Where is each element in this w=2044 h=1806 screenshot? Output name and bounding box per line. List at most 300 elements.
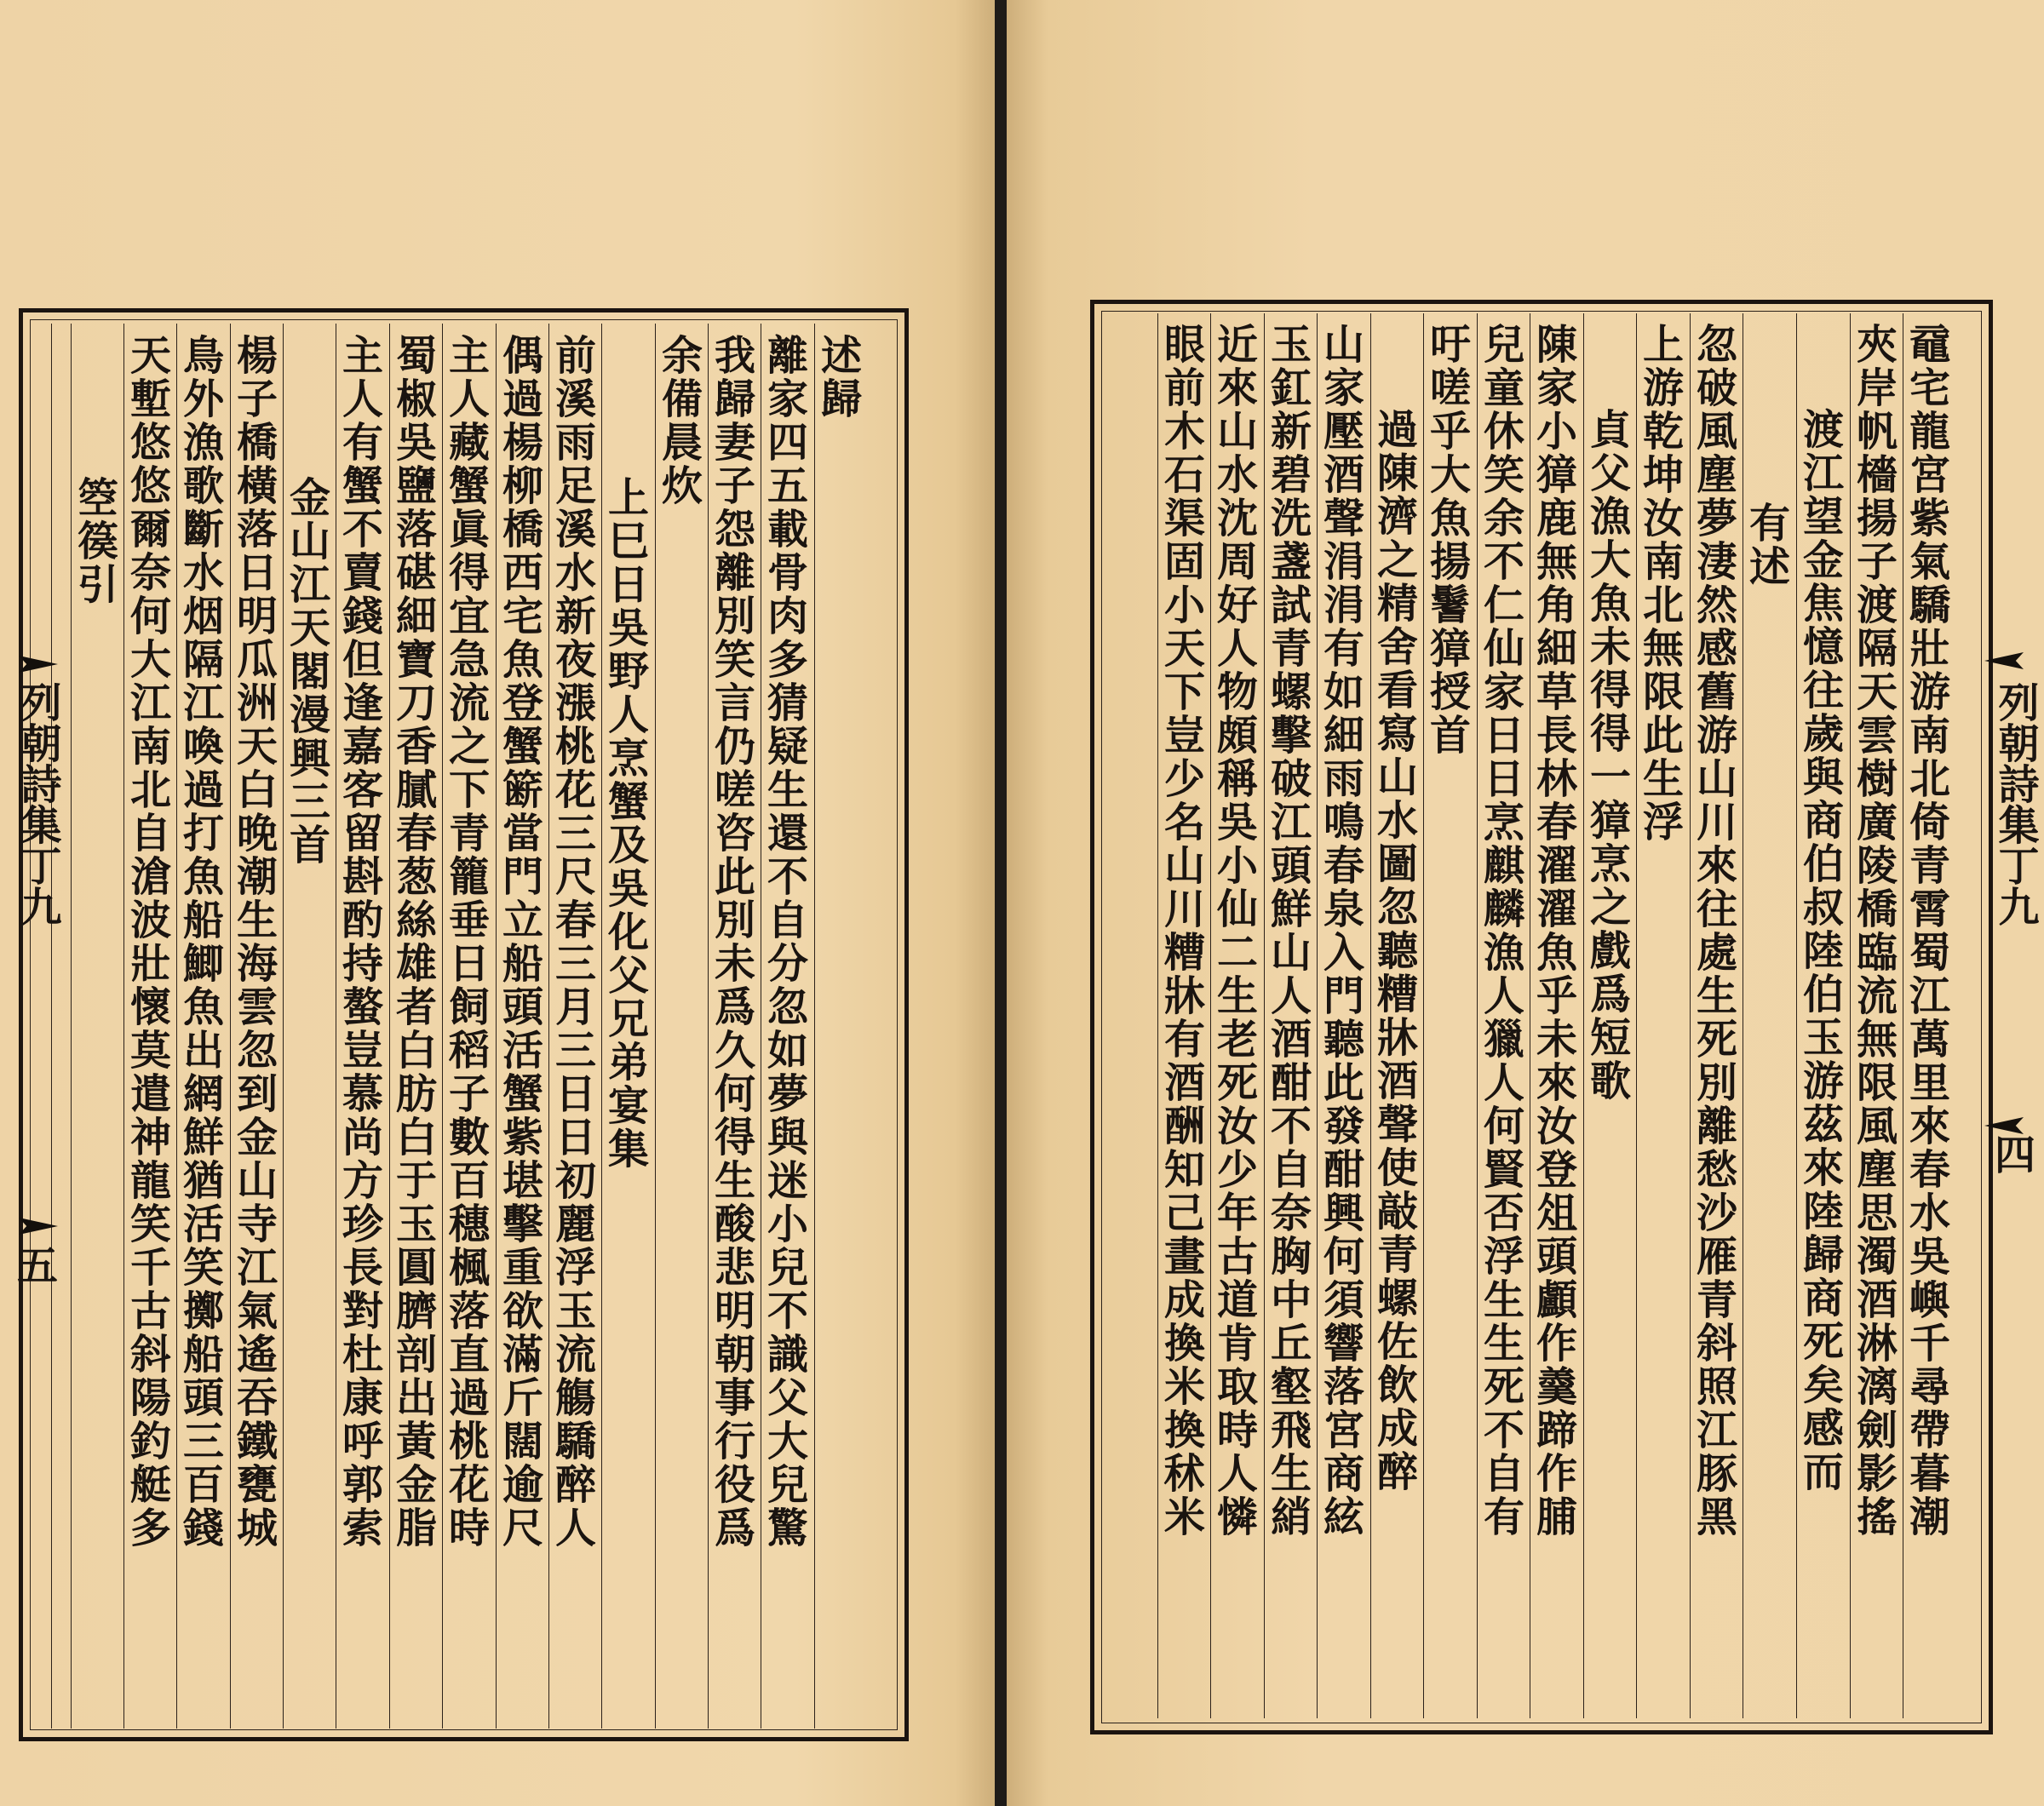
glyph: 家 bbox=[1536, 364, 1577, 412]
glyph: 如 bbox=[1323, 668, 1364, 716]
glyph: 思 bbox=[1856, 1190, 1898, 1237]
glyph: 花 bbox=[448, 1461, 490, 1509]
glyph: 蹄 bbox=[1536, 1407, 1577, 1454]
glyph: 佐 bbox=[1376, 1318, 1418, 1366]
glyph: 杜 bbox=[342, 1331, 383, 1379]
glyph: 爲 bbox=[1589, 971, 1631, 1018]
right-text-column bbox=[1800, 406, 1847, 1496]
left-text-column bbox=[658, 332, 706, 510]
glyph: 寫 bbox=[1376, 710, 1418, 758]
glyph: 咨 bbox=[714, 810, 755, 857]
glyph: 生 bbox=[714, 1157, 755, 1205]
glyph: 秫 bbox=[1163, 1450, 1205, 1498]
glyph: 游 bbox=[1802, 1058, 1844, 1105]
glyph: 木 bbox=[1163, 408, 1205, 456]
glyph: 不 bbox=[766, 1287, 808, 1335]
right-column-rule bbox=[1636, 313, 1637, 1718]
glyph: 洗 bbox=[1270, 495, 1312, 542]
glyph: 寺 bbox=[236, 1201, 278, 1248]
glyph: 之 bbox=[448, 723, 490, 771]
glyph: 新 bbox=[1270, 408, 1312, 456]
glyph: 雁 bbox=[1696, 1233, 1737, 1281]
glyph: 壑 bbox=[1270, 1363, 1312, 1411]
glyph: 蟹 bbox=[448, 462, 490, 510]
right-text-column bbox=[1693, 321, 1741, 1541]
glyph: 年 bbox=[1216, 1190, 1258, 1237]
glyph: 流 bbox=[448, 679, 490, 727]
left-text-column bbox=[74, 474, 122, 609]
margin-title-text: 列朝詩集丁九 bbox=[1991, 681, 2039, 926]
glyph: 行 bbox=[714, 1418, 755, 1465]
left-margin-title bbox=[14, 681, 61, 926]
glyph: 上 bbox=[1642, 321, 1684, 369]
glyph: 骨 bbox=[766, 549, 808, 597]
glyph: 悲 bbox=[714, 1244, 755, 1292]
glyph: 天 bbox=[1856, 668, 1898, 716]
glyph: 此 bbox=[1323, 1059, 1364, 1107]
glyph: 而 bbox=[1802, 1448, 1844, 1496]
glyph: 商 bbox=[1802, 797, 1844, 845]
glyph: 呼 bbox=[342, 1418, 383, 1465]
glyph: 晨 bbox=[661, 419, 703, 467]
glyph: 聽 bbox=[1323, 1016, 1364, 1064]
glyph: 觴 bbox=[554, 1374, 596, 1422]
glyph: 江 bbox=[182, 679, 224, 727]
glyph: 下 bbox=[448, 766, 490, 814]
glyph: 商 bbox=[1323, 1450, 1364, 1498]
glyph: 怨 bbox=[714, 506, 755, 553]
glyph: 事 bbox=[714, 1374, 755, 1422]
glyph: 飲 bbox=[1376, 1362, 1418, 1409]
glyph: 日 bbox=[1483, 755, 1524, 803]
glyph: 父 bbox=[766, 1374, 808, 1422]
glyph: 涓 bbox=[1323, 538, 1364, 586]
glyph: 立 bbox=[502, 897, 543, 944]
glyph: 雨 bbox=[554, 419, 596, 467]
right-text-column bbox=[1480, 321, 1528, 1541]
glyph: 飛 bbox=[1270, 1407, 1312, 1454]
left-margin-leaf bbox=[14, 1243, 61, 1289]
glyph: 羹 bbox=[1536, 1363, 1577, 1411]
glyph: 無 bbox=[1642, 625, 1684, 673]
glyph: 渠 bbox=[1163, 495, 1205, 542]
glyph: 楊 bbox=[236, 332, 278, 380]
glyph: 頗 bbox=[1216, 712, 1258, 760]
glyph: 隔 bbox=[1856, 625, 1898, 673]
glyph: 日 bbox=[554, 1070, 596, 1118]
left-column-rule bbox=[176, 324, 177, 1729]
glyph: 細 bbox=[1536, 625, 1577, 673]
glyph: 闊 bbox=[502, 1418, 543, 1465]
glyph: 不 bbox=[1483, 1407, 1524, 1454]
glyph: 憶 bbox=[1802, 623, 1844, 671]
glyph: 吳 bbox=[607, 865, 649, 913]
glyph: 橋 bbox=[502, 506, 543, 553]
glyph: 滿 bbox=[502, 1331, 543, 1379]
glyph: 畫 bbox=[1163, 1233, 1205, 1281]
glyph: 短 bbox=[1589, 1014, 1631, 1062]
glyph: 汝 bbox=[1642, 495, 1684, 542]
glyph: 丘 bbox=[1270, 1320, 1312, 1367]
glyph: 少 bbox=[1216, 1146, 1258, 1194]
glyph: 未 bbox=[714, 940, 755, 988]
glyph: 倚 bbox=[1909, 799, 1950, 846]
glyph: 釭 bbox=[1270, 364, 1312, 412]
glyph: 醉 bbox=[554, 1461, 596, 1509]
glyph: 釣 bbox=[129, 1418, 171, 1465]
glyph: 無 bbox=[1536, 538, 1577, 586]
glyph: 活 bbox=[182, 1201, 224, 1248]
glyph: 泉 bbox=[1323, 886, 1364, 933]
glyph: 奈 bbox=[1270, 1190, 1312, 1237]
glyph: 子 bbox=[1856, 538, 1898, 586]
glyph: 汝 bbox=[1216, 1103, 1258, 1150]
glyph: 米 bbox=[1163, 1363, 1205, 1411]
glyph: 江 bbox=[1802, 450, 1844, 497]
glyph: 艇 bbox=[129, 1461, 171, 1509]
glyph: 日 bbox=[236, 549, 278, 597]
glyph: 淒 bbox=[1696, 538, 1737, 586]
glyph: 長 bbox=[1536, 712, 1577, 760]
glyph: 玉 bbox=[1802, 1014, 1844, 1062]
left-text-column bbox=[180, 332, 227, 1552]
glyph: 頭 bbox=[502, 983, 543, 1031]
left-column-rule bbox=[283, 324, 284, 1729]
glyph: 作 bbox=[1536, 1450, 1577, 1498]
glyph: 垂 bbox=[448, 897, 490, 944]
glyph: 頭 bbox=[1270, 842, 1312, 890]
glyph: 臍 bbox=[395, 1287, 437, 1335]
glyph: 水 bbox=[182, 549, 224, 597]
glyph: 吞 bbox=[236, 1374, 278, 1422]
glyph: 鹽 bbox=[395, 462, 437, 510]
glyph: 天 bbox=[289, 605, 330, 652]
glyph: 山 bbox=[1163, 842, 1205, 890]
glyph: 龍 bbox=[1909, 408, 1950, 456]
glyph: 嶼 bbox=[1909, 1276, 1950, 1324]
glyph: 家 bbox=[766, 376, 808, 423]
glyph: 我 bbox=[714, 332, 755, 380]
glyph: 漫 bbox=[289, 691, 330, 739]
glyph: 三 bbox=[554, 1027, 596, 1075]
glyph: 青 bbox=[448, 810, 490, 857]
glyph: 獵 bbox=[1483, 1016, 1524, 1064]
glyph: 洲 bbox=[236, 679, 278, 727]
right-text-column bbox=[1587, 406, 1634, 1105]
glyph: 脯 bbox=[1536, 1494, 1577, 1541]
glyph: 初 bbox=[554, 1157, 596, 1205]
glyph: 甕 bbox=[236, 1461, 278, 1509]
glyph: 天 bbox=[129, 332, 171, 380]
glyph: 青 bbox=[1909, 842, 1950, 890]
glyph: 備 bbox=[661, 376, 703, 423]
glyph: 未 bbox=[1589, 623, 1631, 671]
glyph: 流 bbox=[1856, 972, 1898, 1020]
glyph: 落 bbox=[236, 506, 278, 553]
glyph: 響 bbox=[1323, 1320, 1364, 1367]
glyph: 看 bbox=[1376, 667, 1418, 714]
glyph: 道 bbox=[1216, 1276, 1258, 1324]
glyph: 己 bbox=[1163, 1190, 1205, 1237]
glyph: 陽 bbox=[129, 1374, 171, 1422]
glyph: 足 bbox=[554, 462, 596, 510]
glyph: 多 bbox=[129, 1505, 171, 1552]
glyph: 溪 bbox=[554, 376, 596, 423]
glyph: 破 bbox=[1270, 755, 1312, 803]
glyph: 莫 bbox=[129, 1027, 171, 1075]
glyph: 休 bbox=[1483, 408, 1524, 456]
glyph: 角 bbox=[1536, 582, 1577, 629]
glyph: 愁 bbox=[1696, 1146, 1737, 1194]
glyph: 朝 bbox=[714, 1331, 755, 1379]
glyph: 千 bbox=[1909, 1320, 1950, 1367]
glyph: 酸 bbox=[714, 1201, 755, 1248]
glyph: 橋 bbox=[1856, 886, 1898, 933]
glyph: 遙 bbox=[236, 1331, 278, 1379]
glyph: 日 bbox=[448, 940, 490, 988]
glyph: 還 bbox=[766, 810, 808, 857]
glyph: 悠 bbox=[129, 462, 171, 510]
glyph: 蜀 bbox=[1909, 929, 1950, 977]
glyph: 知 bbox=[1163, 1146, 1205, 1194]
glyph: 白 bbox=[395, 1027, 437, 1075]
glyph: 生 bbox=[1270, 1450, 1312, 1498]
glyph: 南 bbox=[1642, 538, 1684, 586]
glyph: 船 bbox=[502, 940, 543, 988]
glyph: 自 bbox=[1483, 1450, 1524, 1498]
glyph: 新 bbox=[554, 593, 596, 640]
glyph: 限 bbox=[1642, 668, 1684, 716]
glyph: 珍 bbox=[342, 1201, 383, 1248]
glyph: 水 bbox=[1376, 797, 1418, 845]
glyph: 青 bbox=[1270, 625, 1312, 673]
glyph: 肪 bbox=[395, 1070, 437, 1118]
glyph: 兒 bbox=[766, 1244, 808, 1292]
glyph: 多 bbox=[766, 636, 808, 684]
glyph: 桃 bbox=[554, 723, 596, 771]
glyph: 別 bbox=[714, 593, 755, 640]
glyph: 百 bbox=[448, 1157, 490, 1205]
glyph: 豈 bbox=[1163, 712, 1205, 760]
glyph: 有 bbox=[342, 419, 383, 467]
glyph: 偶 bbox=[502, 332, 543, 380]
glyph: 江 bbox=[1270, 799, 1312, 846]
glyph: 牀 bbox=[1163, 972, 1205, 1020]
glyph: 客 bbox=[342, 766, 383, 814]
glyph: 壯 bbox=[129, 940, 171, 988]
glyph: 小 bbox=[1216, 842, 1258, 890]
glyph: 船 bbox=[182, 1331, 224, 1379]
glyph: 笑 bbox=[714, 636, 755, 684]
glyph: 巳 bbox=[607, 518, 649, 565]
glyph: 久 bbox=[714, 1027, 755, 1075]
glyph: 劍 bbox=[1856, 1407, 1898, 1454]
glyph: 石 bbox=[1163, 451, 1205, 499]
glyph: 忽 bbox=[1696, 321, 1737, 369]
glyph: 烟 bbox=[182, 593, 224, 640]
glyph: 忽 bbox=[766, 983, 808, 1031]
glyph: 門 bbox=[1323, 972, 1364, 1020]
left-text-column bbox=[711, 332, 759, 1552]
glyph: 雄 bbox=[395, 940, 437, 988]
glyph: 擲 bbox=[182, 1287, 224, 1335]
left-column-rule bbox=[708, 324, 709, 1729]
glyph: 鯽 bbox=[182, 940, 224, 988]
glyph: 肉 bbox=[766, 593, 808, 640]
glyph: 子 bbox=[714, 462, 755, 510]
left-text-column bbox=[605, 474, 652, 1173]
glyph: 滄 bbox=[129, 853, 171, 901]
glyph: 時 bbox=[1216, 1407, 1258, 1454]
glyph: 擊 bbox=[1270, 712, 1312, 760]
glyph: 吳 bbox=[607, 605, 649, 652]
glyph: 春 bbox=[395, 810, 437, 857]
glyph: 獐 bbox=[1536, 451, 1577, 499]
glyph: 斷 bbox=[182, 506, 224, 553]
glyph: 潮 bbox=[1909, 1494, 1950, 1541]
glyph: 言 bbox=[714, 679, 755, 727]
glyph: 焦 bbox=[1802, 580, 1844, 628]
glyph: 直 bbox=[448, 1331, 490, 1379]
glyph: 游 bbox=[1642, 364, 1684, 412]
glyph: 蜀 bbox=[395, 332, 437, 380]
glyph: 胸 bbox=[1270, 1233, 1312, 1281]
glyph: 魚 bbox=[1429, 495, 1471, 542]
glyph: 賢 bbox=[1483, 1146, 1524, 1194]
glyph: 驕 bbox=[554, 1418, 596, 1465]
left-margin-rule bbox=[51, 324, 52, 1729]
glyph: 金 bbox=[236, 1114, 278, 1161]
glyph: 金 bbox=[289, 474, 330, 522]
glyph: 蟹 bbox=[502, 723, 543, 771]
glyph: 麒 bbox=[1483, 842, 1524, 890]
glyph: 宅 bbox=[1909, 364, 1950, 412]
glyph: 黑 bbox=[1696, 1494, 1737, 1541]
glyph: 江 bbox=[1696, 1407, 1737, 1454]
glyph: 試 bbox=[1270, 582, 1312, 629]
glyph: 興 bbox=[289, 735, 330, 783]
glyph: 引 bbox=[77, 561, 118, 609]
glyph: 發 bbox=[1323, 1103, 1364, 1150]
glyph: 感 bbox=[1802, 1405, 1844, 1453]
left-column-rule bbox=[548, 324, 549, 1729]
glyph: 望 bbox=[1802, 493, 1844, 541]
glyph: 換 bbox=[1163, 1407, 1205, 1454]
glyph: 帆 bbox=[1856, 408, 1898, 456]
glyph: 人 bbox=[1483, 1059, 1524, 1107]
glyph: 閣 bbox=[289, 648, 330, 696]
glyph: 死 bbox=[1696, 1016, 1737, 1064]
glyph: 玉 bbox=[395, 1201, 437, 1248]
glyph: 揚 bbox=[1429, 538, 1471, 586]
glyph: 豚 bbox=[1696, 1450, 1737, 1498]
glyph: 玉 bbox=[554, 1287, 596, 1335]
glyph: 魚 bbox=[182, 983, 224, 1031]
glyph: 來 bbox=[1802, 1144, 1844, 1192]
glyph: 落 bbox=[1323, 1363, 1364, 1411]
glyph: 酌 bbox=[342, 897, 383, 944]
glyph: 宮 bbox=[1323, 1407, 1364, 1454]
glyph: 麟 bbox=[1483, 886, 1524, 933]
right-text-column bbox=[1161, 321, 1209, 1541]
glyph: 斜 bbox=[129, 1331, 171, 1379]
glyph: 天 bbox=[236, 723, 278, 771]
glyph: 桃 bbox=[448, 1418, 490, 1465]
glyph: 揚 bbox=[1856, 495, 1898, 542]
right-text-column bbox=[1267, 321, 1315, 1541]
glyph: 小 bbox=[1536, 408, 1577, 456]
glyph: 宴 bbox=[607, 1082, 649, 1130]
glyph: 鮮 bbox=[1270, 886, 1312, 933]
glyph: 流 bbox=[554, 1331, 596, 1379]
glyph: 濁 bbox=[1856, 1233, 1898, 1281]
glyph: 烹 bbox=[1589, 840, 1631, 888]
glyph: 日 bbox=[554, 1114, 596, 1161]
glyph: 稱 bbox=[1216, 755, 1258, 803]
glyph: 固 bbox=[1163, 538, 1205, 586]
glyph: 玉 bbox=[1270, 321, 1312, 369]
glyph: 漁 bbox=[1483, 929, 1524, 977]
glyph: 北 bbox=[129, 766, 171, 814]
glyph: 郭 bbox=[342, 1461, 383, 1509]
glyph: 鳥 bbox=[182, 332, 224, 380]
glyph: 到 bbox=[236, 1070, 278, 1118]
glyph: 花 bbox=[554, 766, 596, 814]
glyph: 懷 bbox=[129, 983, 171, 1031]
glyph: 游 bbox=[1696, 712, 1737, 760]
glyph: 搖 bbox=[1856, 1494, 1898, 1541]
glyph: 感 bbox=[1696, 625, 1737, 673]
glyph: 悠 bbox=[129, 419, 171, 467]
glyph: 顱 bbox=[1536, 1276, 1577, 1324]
glyph: 氣 bbox=[1909, 538, 1950, 586]
left-column-rule bbox=[601, 324, 602, 1729]
glyph: 楊 bbox=[502, 419, 543, 467]
right-text-column bbox=[1746, 502, 1794, 589]
glyph: 蟹 bbox=[607, 778, 649, 826]
glyph: 有 bbox=[1163, 1016, 1205, 1064]
glyph: 鐵 bbox=[236, 1418, 278, 1465]
glyph: 述 bbox=[820, 332, 862, 380]
glyph: 牀 bbox=[1376, 1014, 1418, 1062]
glyph: 林 bbox=[1536, 755, 1577, 803]
glyph: 入 bbox=[1323, 929, 1364, 977]
glyph: 聲 bbox=[1323, 495, 1364, 542]
glyph: 伯 bbox=[1802, 840, 1844, 888]
glyph: 及 bbox=[607, 822, 649, 869]
glyph: 渡 bbox=[1856, 582, 1898, 629]
glyph: 歲 bbox=[1802, 710, 1844, 758]
glyph: 漁 bbox=[182, 419, 224, 467]
glyph: 猶 bbox=[182, 1157, 224, 1205]
glyph: 浮 bbox=[1483, 1233, 1524, 1281]
glyph: 當 bbox=[502, 810, 543, 857]
glyph: 魚 bbox=[502, 636, 543, 684]
glyph: 楓 bbox=[448, 1244, 490, 1292]
glyph: 乾 bbox=[1642, 408, 1684, 456]
glyph: 酒 bbox=[1270, 1016, 1312, 1064]
glyph: 碪 bbox=[395, 549, 437, 597]
glyph: 明 bbox=[714, 1287, 755, 1335]
glyph: 春 bbox=[1323, 842, 1364, 890]
glyph: 長 bbox=[342, 1244, 383, 1292]
glyph: 酒 bbox=[1856, 1276, 1898, 1324]
glyph: 離 bbox=[766, 332, 808, 380]
glyph: 嗟 bbox=[1429, 364, 1471, 412]
glyph: 蟹 bbox=[342, 462, 383, 510]
glyph: 兒 bbox=[1483, 321, 1524, 369]
glyph: 米 bbox=[1163, 1494, 1205, 1541]
